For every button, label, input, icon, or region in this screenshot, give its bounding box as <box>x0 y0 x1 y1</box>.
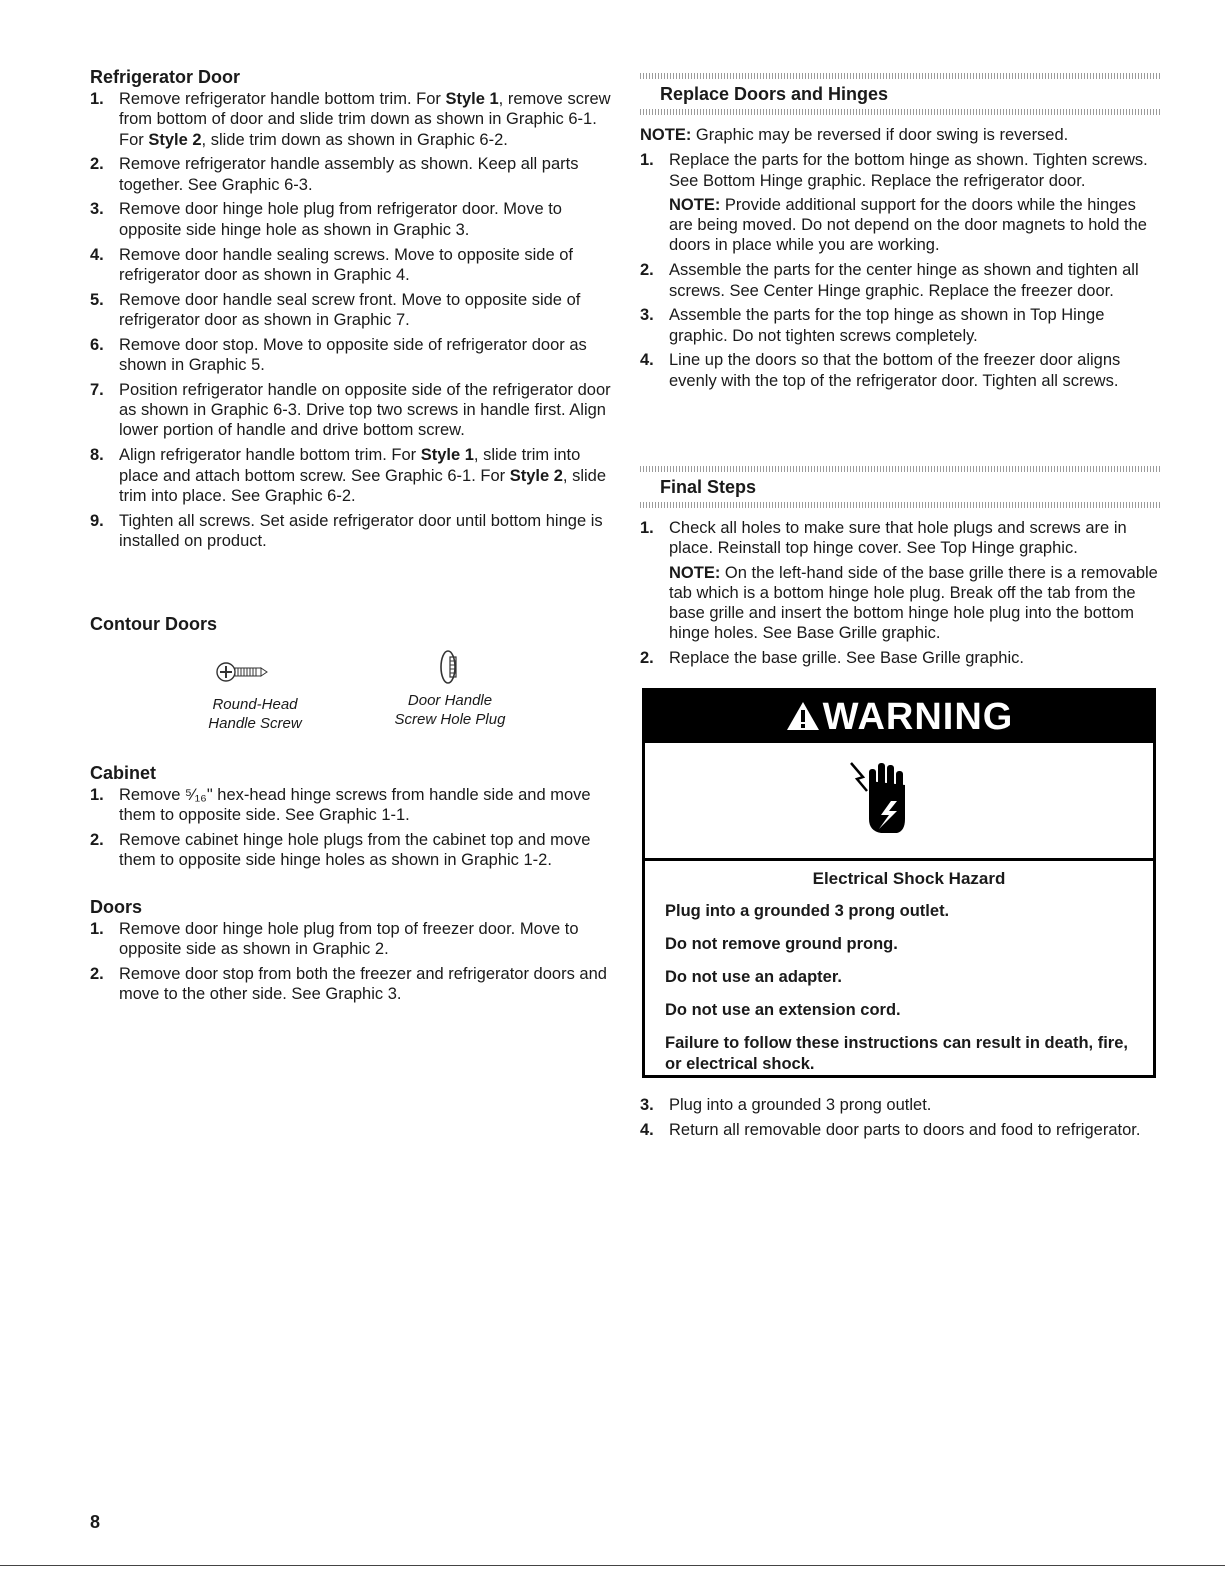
list-item <box>90 245 615 286</box>
section-heading: Refrigerator Door <box>90 67 241 87</box>
step-text: Align refrigerator handle bottom trim. For <box>119 446 421 465</box>
step-number: 9. <box>90 511 104 530</box>
warning-text <box>645 861 1153 1075</box>
bottom-rule <box>0 1565 1225 1566</box>
note-text: Graphic may be reversed if door swing is reversed. <box>691 126 1069 144</box>
warning-line: Failure to follow these instructions can result in death, fire, or electrical shock. <box>665 1034 1128 1073</box>
refrigerator-door-steps <box>90 89 615 551</box>
warning-triangle-icon <box>785 700 821 732</box>
list-item <box>640 1095 1160 1115</box>
step-number: 5. <box>90 290 104 309</box>
step-number: 3. <box>90 200 104 219</box>
divider <box>640 502 1160 508</box>
list-item <box>90 335 615 376</box>
doors-section <box>90 896 615 1009</box>
step-text: Replace the parts for the bottom hinge as shown. Tighten screws. See Bottom Hinge graphic. Replace the refrigerator door. <box>669 151 1148 190</box>
replace-doors-section <box>640 73 1160 396</box>
list-item <box>90 89 615 150</box>
section-heading: Doors <box>90 897 143 917</box>
step-text: Remove refrigerator handle assembly as shown. Keep all parts together. See Graphic 6-3. <box>119 155 579 194</box>
final-steps-section <box>640 466 1160 673</box>
list-item <box>90 199 615 240</box>
step-text: , slide trim into place. See Graphic 6-2. <box>119 466 607 505</box>
list-item <box>640 648 1160 668</box>
step-number: 4. <box>640 351 654 370</box>
step-emphasis: Style 2 <box>148 130 202 149</box>
note-paragraph <box>640 125 1160 145</box>
after-warning-steps <box>640 1095 1160 1140</box>
list-item <box>90 380 615 441</box>
step-text: Assemble the parts for the top hinge as shown in Top Hinge graphic. Do not tighten screws completely. <box>669 306 1105 345</box>
step-emphasis: Style 1 <box>420 446 474 465</box>
step-number: 8. <box>90 446 104 465</box>
step-text: Check all holes to make sure that hole plugs and screws are in place. Reinstall top hinge cover. See Top Hinge graphic. <box>669 519 1127 558</box>
figures-row <box>90 655 615 753</box>
section-heading: Replace Doors and Hinges <box>660 84 889 104</box>
step-number: 1. <box>640 151 654 170</box>
section-heading: Contour Doors <box>90 614 217 634</box>
list-item <box>90 154 615 195</box>
cabinet-steps <box>90 785 615 871</box>
round-head-screw-figure <box>190 655 320 733</box>
step-number: 1. <box>90 90 104 108</box>
step-text: Tighten all screws. Set aside refrigerator door until bottom hinge is installed on product. <box>119 511 603 550</box>
cabinet-section <box>90 762 615 875</box>
divider <box>640 109 1160 115</box>
list-item <box>640 350 1160 391</box>
step-text: , remove screw from bottom of door and slide trim down as shown in Graphic 6-1. For <box>119 90 611 149</box>
list-item <box>640 305 1160 346</box>
section-heading: Cabinet <box>90 763 157 783</box>
step-number: 4. <box>640 1120 654 1139</box>
note-text: Provide additional support for the doors while the hinges are being moved. Do not depend on the door magnets to hold the doors in place while you are working. <box>669 195 1147 255</box>
step-text: , slide trim down as shown in Graphic 6-2. <box>201 130 508 149</box>
step-text: Return all removable door parts to doors and food to refrigerator. <box>669 1120 1141 1139</box>
step-text: Remove door hinge hole plug from top of freezer door. Move to opposite side as shown in Graphic 2. <box>119 920 579 959</box>
step-emphasis: Style 2 <box>509 466 563 485</box>
step-text: Remove door stop. Move to opposite side of refrigerator door as shown in Graphic 5. <box>119 335 587 375</box>
warning-line: Plug into a grounded 3 prong outlet. <box>665 902 950 920</box>
warning-line: Do not use an extension cord. <box>665 1001 901 1019</box>
step-number: 2. <box>640 261 654 280</box>
warning-line: Do not remove ground prong. <box>665 935 898 953</box>
list-item <box>640 260 1160 301</box>
warning-box <box>642 688 1156 1078</box>
warning-header-text: WARNING <box>822 696 1014 738</box>
step-text: Remove door stop from both the freezer and refrigerator doors and move to the other side. See Graphic 3. <box>119 965 607 1004</box>
figure-caption: Handle Screw <box>208 715 302 732</box>
step-text: Remove cabinet hinge hole plugs from the cabinet top and move them to opposite side hinge holes as shown in Graphic 1-2. <box>119 831 591 870</box>
warning-icon-area <box>645 743 1153 861</box>
list-item <box>640 518 1160 644</box>
step-note <box>669 195 1160 256</box>
step-text: Remove door handle seal screw front. Move to opposite side of refrigerator door as shown in Graphic 7. <box>119 290 581 329</box>
step-text: Remove door hinge hole plug from refrigerator door. Move to opposite side hinge hole as shown in Graphic 3. <box>119 200 562 239</box>
warning-header <box>645 691 1153 743</box>
screw-hole-plug-figure <box>380 655 520 729</box>
page-number: 8 <box>90 1512 101 1532</box>
warning-line: Do not use an adapter. <box>665 968 842 986</box>
list-item <box>90 830 615 871</box>
divider <box>640 73 1160 79</box>
note-label: NOTE: <box>669 563 721 582</box>
note-label: NOTE: <box>669 195 721 214</box>
step-text: Assemble the parts for the center hinge as shown and tighten all screws. See Center Hinge graphic. Replace the freezer door. <box>669 261 1139 300</box>
doors-steps <box>90 919 615 1005</box>
step-text: , slide trim into place and attach bottom screw. See Graphic 6-1. For <box>119 446 581 485</box>
step-number: 7. <box>90 380 104 399</box>
electrical-shock-icon <box>845 757 915 841</box>
step-text: Line up the doors so that the bottom of the freezer door aligns evenly with the top of the refrigerator door. Tighten all screws. <box>669 351 1121 390</box>
list-item <box>90 964 615 1005</box>
list-item <box>90 445 615 506</box>
step-text: Replace the base grille. See Base Grille graphic. <box>669 649 1024 668</box>
replace-steps <box>640 150 1160 391</box>
step-number: 3. <box>640 1096 654 1114</box>
after-warning-section <box>640 1095 1160 1145</box>
step-number: 1. <box>90 920 104 938</box>
step-note <box>669 563 1160 644</box>
contour-doors-section <box>90 613 615 753</box>
step-text: Remove ⁵⁄₁₆" hex-head hinge screws from handle side and move them to opposite side. See Graphic 1-1. <box>119 786 591 825</box>
note-text: On the left-hand side of the base grille there is a removable tab which is a bottom hinge hole plug. Break off the tab from the base grille and insert the bottom hinge hole plug into the bottom hinge holes. See Base Grille graphic. <box>669 563 1158 643</box>
final-steps <box>640 518 1160 669</box>
step-number: 2. <box>90 155 104 174</box>
refrigerator-door-section <box>90 66 615 556</box>
step-number: 1. <box>640 519 654 537</box>
list-item <box>640 150 1160 255</box>
figure-caption: Round-Head <box>212 696 298 713</box>
figure-caption: Door Handle <box>407 692 493 709</box>
step-text: Remove refrigerator handle bottom trim. For <box>119 90 446 108</box>
figure-caption: Screw Hole Plug <box>394 711 506 728</box>
step-number: 2. <box>640 649 654 668</box>
step-number: 2. <box>90 965 104 984</box>
list-item <box>90 785 615 826</box>
divider <box>640 466 1160 472</box>
screw-hole-plug-icon <box>435 647 465 687</box>
note-label: NOTE: <box>640 126 692 144</box>
warning-title: Electrical Shock Hazard <box>812 869 1006 888</box>
round-head-screw-icon <box>215 655 275 691</box>
step-number: 2. <box>90 831 104 850</box>
step-number: 4. <box>90 245 104 264</box>
step-number: 6. <box>90 335 104 354</box>
step-number: 1. <box>90 786 104 804</box>
list-item <box>640 1120 1160 1140</box>
list-item <box>90 511 615 552</box>
step-text: Remove door handle sealing screws. Move to opposite side of refrigerator door as shown in Graphic 4. <box>119 245 573 284</box>
list-item <box>90 290 615 331</box>
list-item <box>90 919 615 960</box>
step-text: Position refrigerator handle on opposite side of the refrigerator door as shown in Graphic 6-3. Drive top two screws in handle first. Align lower portion of handle and drive bottom screw. <box>119 380 611 440</box>
step-text: Plug into a grounded 3 prong outlet. <box>669 1096 932 1114</box>
step-emphasis: Style 1 <box>445 90 499 108</box>
section-heading: Final Steps <box>660 477 757 497</box>
step-number: 3. <box>640 306 654 325</box>
